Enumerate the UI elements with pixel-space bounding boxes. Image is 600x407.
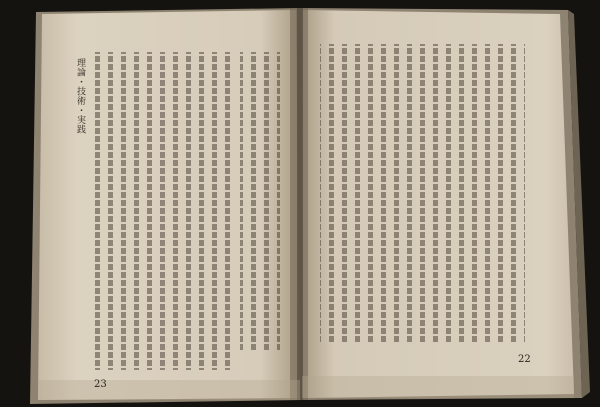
running-header: 理論・技術・実践 (75, 58, 85, 134)
left-page-number: 23 (94, 379, 107, 390)
right-text-block (320, 44, 525, 344)
left-text-block-2 (240, 52, 280, 352)
right-page-number: 22 (518, 354, 531, 365)
left-text-block-1 (92, 52, 238, 370)
